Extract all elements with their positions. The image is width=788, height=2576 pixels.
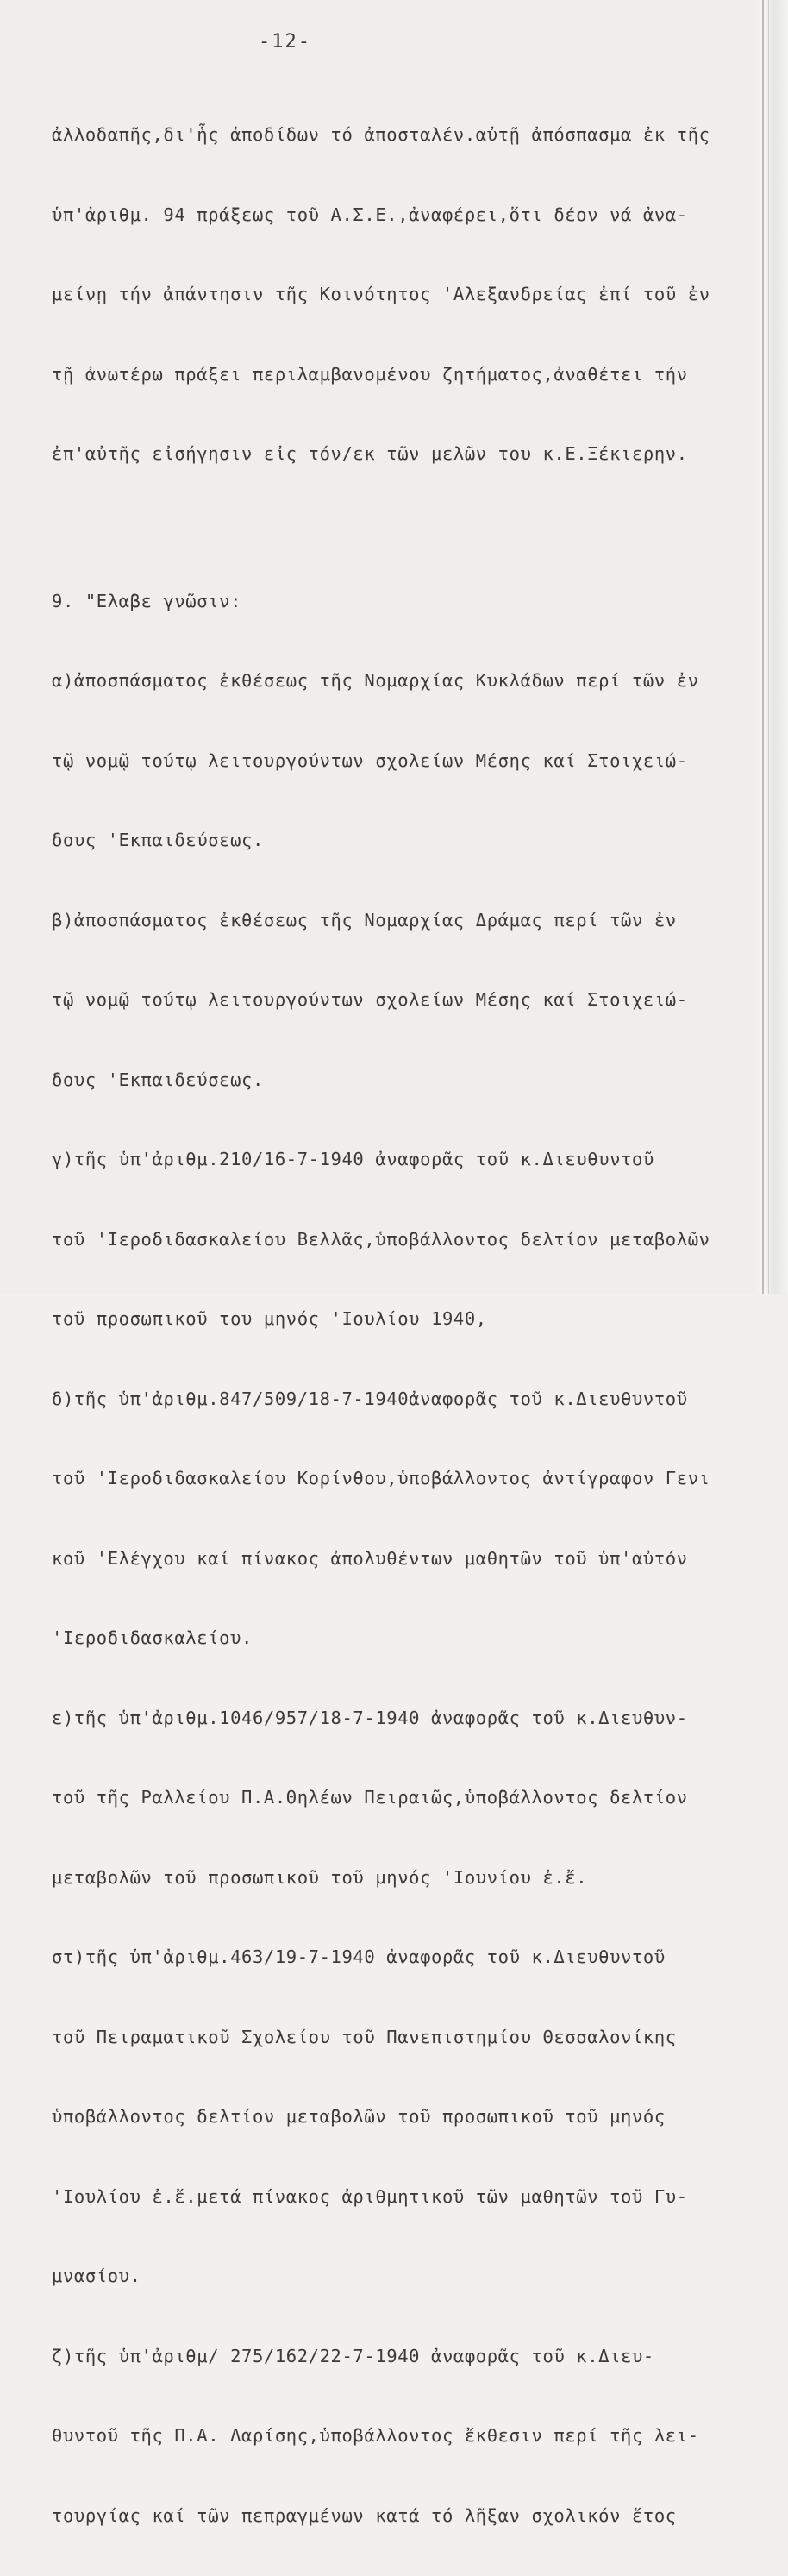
text-line: τουργίας καί τῶν πεπραγμένων κατά τό λῆξαν σχολικόν ἔτος xyxy=(52,2504,677,2526)
text-line: ε)τῆς ὑπ'ἀριθμ.1046/957/18-7-1940 ἀναφορᾶς τοῦ κ.Διευθυν- xyxy=(52,1707,688,1728)
text-line: 'Ιουλίου ἐ.ἔ.μετά πίνακος ἀριθμητικοῦ τῶν μαθητῶν τοῦ Γυ- xyxy=(52,2185,688,2207)
text-line: μεταβολῶν τοῦ προσωπικοῦ τοῦ μηνός 'Ιουνίου ἐ.ἔ. xyxy=(52,1866,588,1888)
text-line: τοῦ 'Ιεροδιδασκαλείου Βελλᾶς,ὑποβάλλοντος δελτίον μεταβολῶν xyxy=(52,1228,710,1250)
text-line: α)ἀποσπάσματος ἐκθέσεως τῆς Νομαρχίας Κυκλάδων περί τῶν ἐν xyxy=(52,670,699,691)
text-line: δους 'Εκπαιδεύσεως. xyxy=(52,830,264,850)
text-line: δους 'Εκπαιδεύσεως. xyxy=(52,1069,264,1090)
text-line: στ)τῆς ὑπ'ἀριθμ.463/19-7-1940 ἀναφορᾶς τοῦ κ.Διευθυντοῦ xyxy=(52,1946,666,1967)
page-edge-shadow xyxy=(754,0,788,1294)
page-number: -12- xyxy=(259,31,311,53)
text-line: 'Ιεροδιδασκαλείου. xyxy=(52,1627,253,1648)
text-line: τῇ ἀνωτέρω πράξει περιλαμβανομένου ζητήματος,ἀναθέτει τήν xyxy=(52,363,688,385)
page-edge-line-secondary xyxy=(768,0,769,1294)
text-line: τοῦ Πειραματικοῦ Σχολείου τοῦ Πανεπιστημίου Θεσσαλονίκης xyxy=(52,2026,677,2047)
typed-text-body xyxy=(52,74,733,2576)
section-heading: 9. "Ελαβε γνῶσιν: xyxy=(52,590,242,611)
text-line: δ)τῆς ὑπ'ἀριθμ.847/509/18-7-1940ἀναφορᾶς τοῦ κ.Διευθυντοῦ xyxy=(52,1388,688,1409)
text-line: μνασίου. xyxy=(52,2266,141,2286)
text-line: κοῦ 'Ελέγχου καί πίνακος ἀπολυθέντων μαθητῶν τοῦ ὑπ'αὐτόν xyxy=(52,1547,688,1569)
text-line: ἐπ'αὐτῆς εἰσήγησιν εἰς τόν/εκ τῶν μελῶν του κ.Ε.Ξέκιερην. xyxy=(52,443,688,464)
text-line: μείνῃ τήν ἀπάντησιν τῆς Κοινότητος 'Αλεξανδρείας ἐπί τοῦ ἐν xyxy=(52,284,710,304)
text-line: τῷ νομῷ τούτῳ λειτουργούντων σχολείων Μέσης καί Στοιχειώ- xyxy=(52,749,688,771)
text-line: τῷ νομῷ τούτῳ λειτουργούντων σχολείων Μέσης καί Στοιχειώ- xyxy=(52,989,688,1010)
spacer xyxy=(52,515,733,541)
text-line: ὑπ'ἀριθμ. 94 πράξεως τοῦ Α.Σ.Ε.,ἀναφέρει,ὅτι δέον νά ἀνα- xyxy=(52,204,688,225)
text-line: ὑποβάλλοντος δελτίον μεταβολῶν τοῦ προσωπικοῦ τοῦ μηνός xyxy=(52,2106,666,2127)
page-edge-line xyxy=(762,0,764,1294)
text-line: τοῦ 'Ιεροδιδασκαλείου Κορίνθου,ὑποβάλλοντος ἀντίγραφον Γενι xyxy=(52,1468,710,1489)
text-line: β)ἀποσπάσματος ἐκθέσεως τῆς Νομαρχίας Δράμας περί τῶν ἐν xyxy=(52,909,677,931)
text-line: γ)τῆς ὑπ'ἀριθμ.210/16-7-1940 ἀναφορᾶς τοῦ κ.Διευθυντοῦ xyxy=(52,1149,654,1169)
text-line: θυντοῦ τῆς Π.Α. Λαρίσης,ὑποβάλλοντος ἔκθεσιν περί τῆς λει- xyxy=(52,2425,699,2446)
text-line: ἀλλοδαπῆς,δι'ἧς ἀποδίδων τό ἀποσταλέν.αὐτῇ ἀπόσπασμα ἐκ τῆς xyxy=(52,124,710,145)
text-line: τοῦ τῆς Ραλλείου Π.Α.Θηλέων Πειραιῶς,ὑποβάλλοντος δελτίον xyxy=(52,1787,688,1808)
text-line: ζ)τῆς ὑπ'ἀριθμ/ 275/162/22-7-1940 ἀναφορᾶς τοῦ κ.Διευ- xyxy=(52,2345,654,2366)
text-line: τοῦ προσωπικοῦ του μηνός 'Ιουλίου 1940, xyxy=(52,1308,487,1329)
